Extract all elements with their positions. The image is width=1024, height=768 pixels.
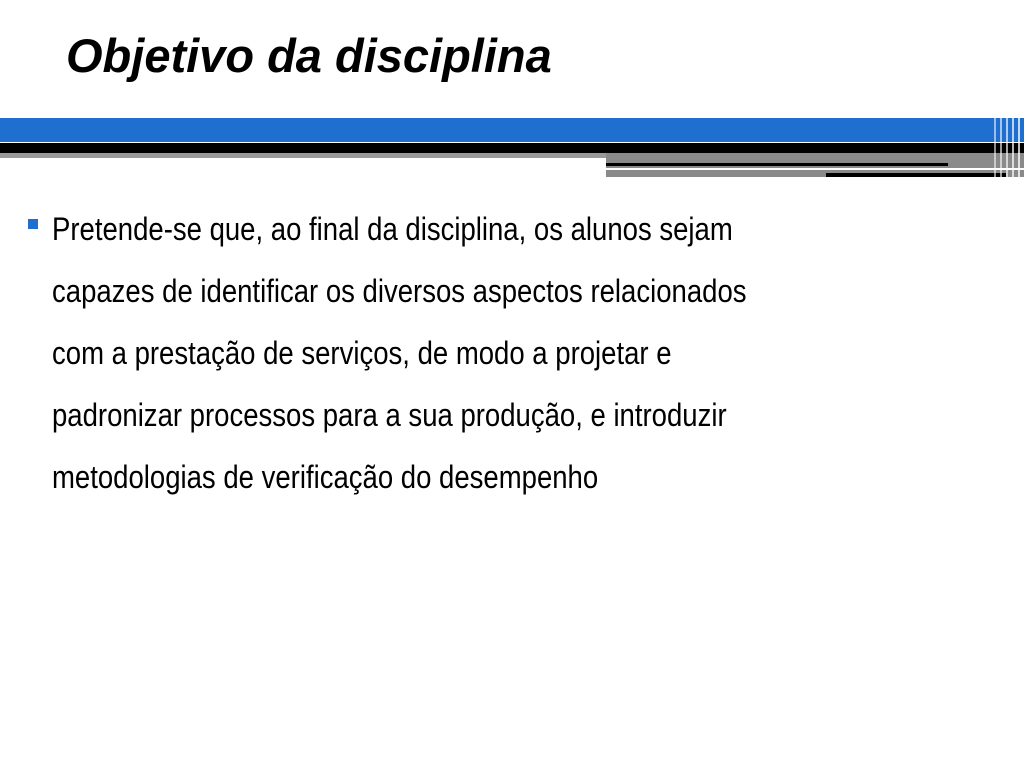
bullet-item (22, 198, 982, 508)
blue-band (0, 118, 1024, 142)
header-decoration-bars (0, 110, 1024, 190)
bullet-list (22, 198, 982, 508)
edge-stripe-2 (1000, 118, 1002, 180)
black-line (0, 143, 1024, 153)
bullet-text (52, 198, 852, 508)
bullet-line: padronizar processos para a sua produção, e introduzir (52, 397, 727, 433)
edge-stripe-5 (1018, 118, 1020, 180)
bullet-line: capazes de identificar os diversos aspectos relacionados (52, 273, 747, 309)
edge-stripe-4 (1012, 118, 1014, 180)
edge-stripe-3 (1006, 118, 1008, 180)
edge-stripe-1 (994, 118, 996, 180)
bullet-line: metodologias de verificação do desempenho (52, 459, 599, 495)
bullet-line: Pretende-se que, ao final da disciplina, os alunos sejam (52, 211, 733, 247)
gray-line-left (0, 153, 606, 158)
black-thin-line-2 (826, 173, 1006, 177)
slide-title: Objetivo da disciplina (66, 29, 552, 82)
black-thin-line-1 (606, 163, 948, 166)
bullet-line: com a prestação de serviços, de modo a projetar e (52, 335, 672, 371)
white-gap-1 (606, 168, 1024, 170)
square-bullet-icon (28, 219, 38, 229)
